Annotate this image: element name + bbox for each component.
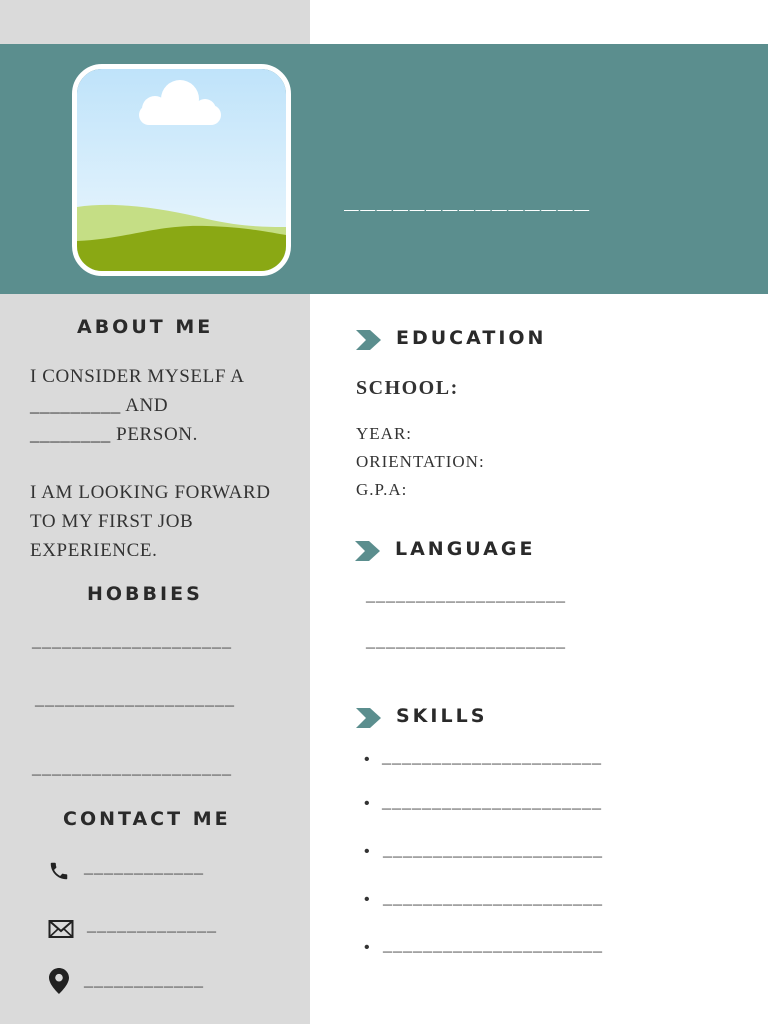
about-me-heading: ABOUT ME — [77, 316, 214, 338]
language-chevron-icon — [355, 541, 381, 561]
envelope-icon — [48, 918, 72, 942]
hobbies-heading: HOBBIES — [87, 583, 203, 605]
phone-icon — [48, 860, 72, 884]
location-pin-icon — [49, 968, 73, 992]
school-label: SCHOOL: — [356, 377, 459, 399]
language-line-1: ____________________ — [366, 584, 566, 604]
about-text-line-4: I AM LOOKING FORWARD — [30, 482, 271, 503]
contact-phone-line: ____________ — [84, 856, 204, 876]
language-line-2: ____________________ — [366, 630, 566, 650]
language-heading: LANGUAGE — [395, 538, 536, 560]
profile-photo-placeholder[interactable] — [72, 64, 291, 276]
skill-line-3: ______________________ — [383, 839, 603, 859]
hobby-line-1: ____________________ — [32, 630, 232, 650]
year-label: YEAR: — [356, 424, 412, 443]
skill-bullet: • — [364, 751, 370, 768]
contact-email-line: _____________ — [87, 914, 217, 934]
about-text-line-1: I CONSIDER MYSELF A — [30, 366, 245, 387]
landscape-image-icon — [77, 69, 286, 271]
skills-chevron-icon — [356, 708, 382, 728]
hobby-line-3: ____________________ — [32, 757, 232, 777]
contact-location-line: ____________ — [84, 969, 204, 989]
skill-bullet: • — [364, 795, 370, 812]
about-text-line-6: EXPERIENCE. — [30, 540, 158, 561]
about-text-line-3: ________ PERSON. — [30, 424, 198, 445]
about-text-line-2: _________ AND — [30, 395, 169, 416]
skills-heading: SKILLS — [396, 705, 488, 727]
skill-line-2: ______________________ — [382, 791, 602, 811]
contact-me-heading: CONTACT ME — [63, 808, 231, 830]
skill-line-4: ______________________ — [383, 887, 603, 907]
hobby-line-2: ____________________ — [35, 688, 235, 708]
education-chevron-icon — [356, 330, 382, 350]
name-placeholder: _______________ — [344, 184, 591, 214]
about-text-line-5: TO MY FIRST JOB — [30, 511, 194, 532]
skill-line-1: ______________________ — [382, 746, 602, 766]
education-heading: EDUCATION — [396, 327, 547, 349]
skill-bullet: • — [364, 891, 370, 908]
orientation-label: ORIENTATION: — [356, 452, 485, 471]
skill-line-5: ______________________ — [383, 934, 603, 954]
gpa-label: G.P.A: — [356, 480, 408, 499]
skill-bullet: • — [364, 843, 370, 860]
skill-bullet: • — [364, 939, 370, 956]
